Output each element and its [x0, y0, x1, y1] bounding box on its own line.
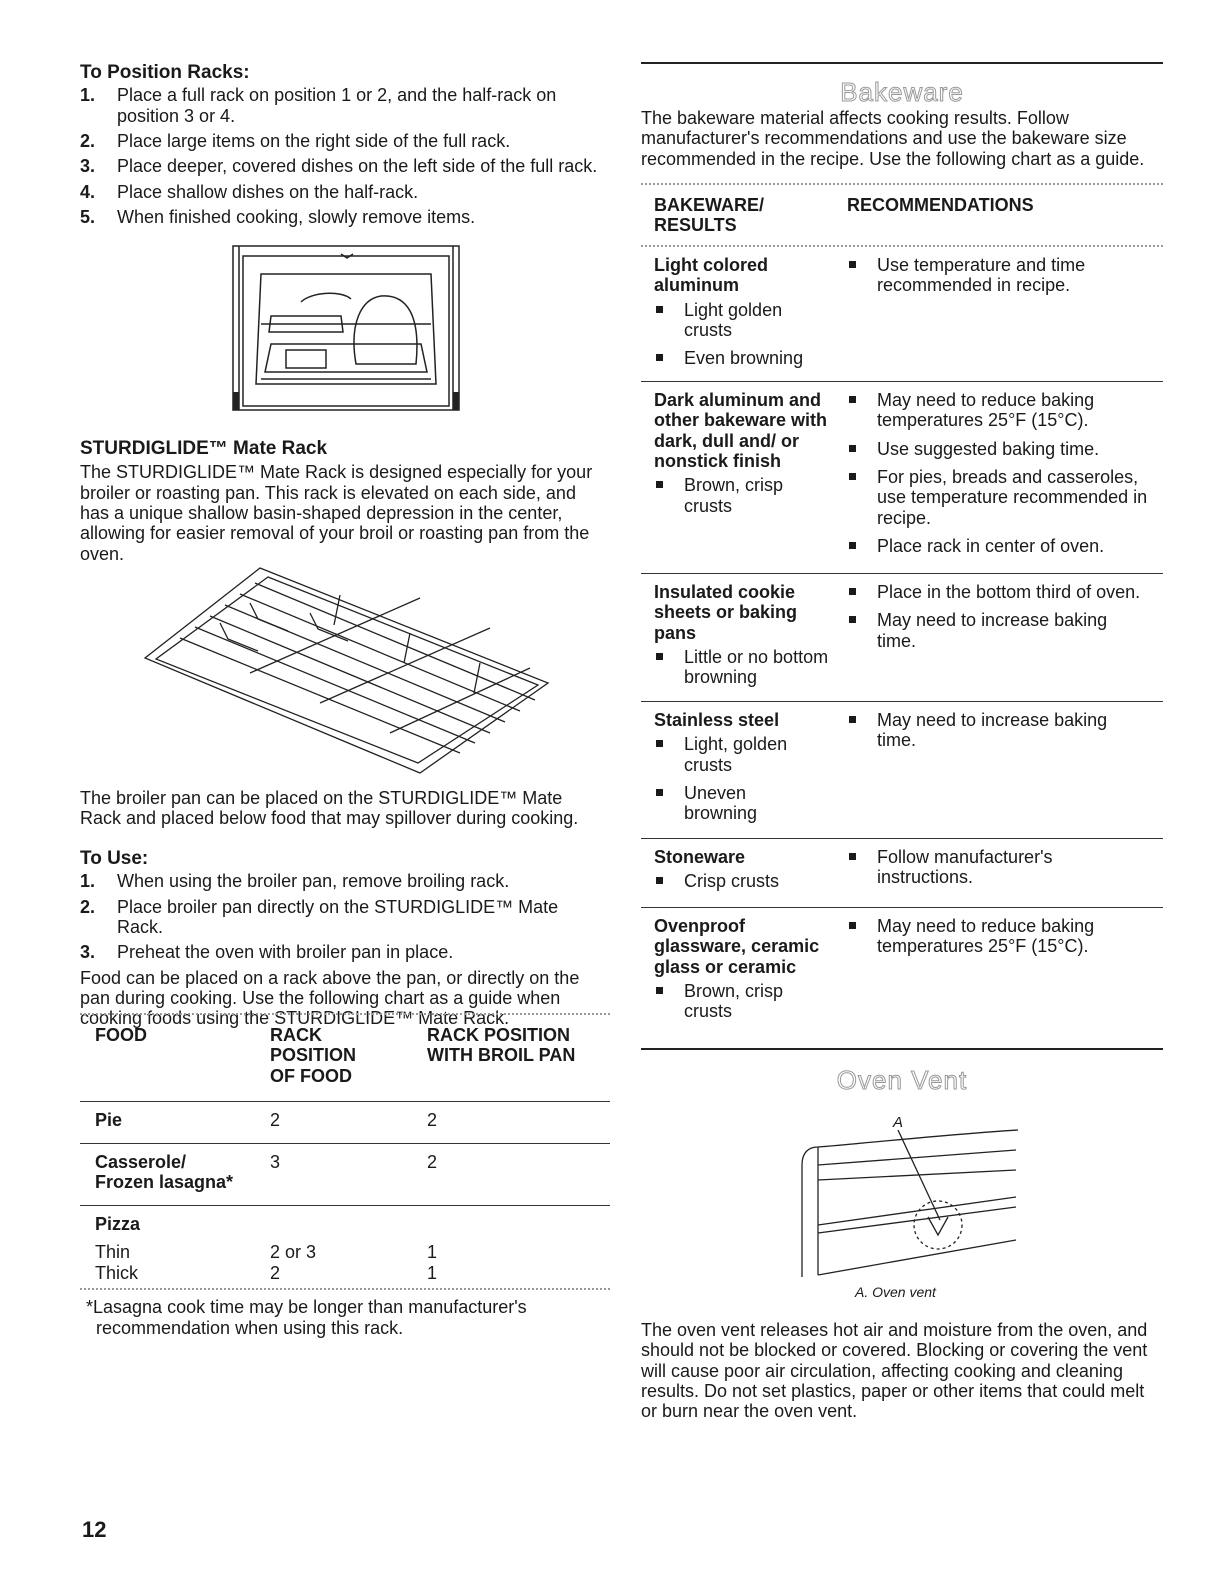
oven-vent-heading: Oven Vent	[836, 1065, 968, 1095]
oven-rack-illustration	[231, 244, 461, 414]
mate-rack-heading: STURDIGLIDE™ Mate Rack	[80, 438, 328, 459]
table-header: BAKEWARE/ RESULTS RECOMMENDATIONS	[654, 195, 1034, 236]
mate-rack-description: The STURDIGLIDE™ Mate Rack is designed especially for your broiler or roasting pan. This rack is elevated on each side, and has a unique shallow basin-shaped depression in the center, allowing for easier removal of your broil or roasting pan from the oven.	[80, 462, 593, 564]
vent-caption: A. Oven vent	[855, 1284, 936, 1300]
page-number: 12	[82, 1517, 107, 1542]
to-use-section	[80, 848, 608, 1029]
oven-vent-top-rule	[641, 1048, 1163, 1050]
list-item: 4. Place shallow dishes on the half-rack.	[80, 181, 419, 202]
mate-rack-illustration	[140, 563, 560, 778]
bakeware-heading: Bakeware	[840, 77, 964, 107]
oven-vent-section	[641, 1048, 1163, 1095]
list-item: 5. When finished cooking, slowly remove items.	[80, 207, 476, 228]
food-rack-table	[80, 1013, 610, 1338]
position-racks-heading: To Position Racks:	[80, 62, 250, 83]
mate-rack-section	[80, 438, 608, 564]
list-item: 1. Place a full rack on position 1 or 2, and the half-rack on position 3 or 4.	[80, 85, 557, 126]
bakeware-top-rule	[641, 62, 1163, 64]
right-column	[641, 62, 1163, 169]
to-use-steps	[80, 871, 608, 962]
to-use-body: Food can be placed on a rack above the pan, or directly on the pan during cooking. Use the following chart as a guide when cooking foods using the STURDIGLIDE™ Mate Rack.	[80, 967, 580, 1029]
list-item: 3. Preheat the oven with broiler pan in place.	[80, 942, 454, 963]
table-row: Dark aluminum and other bakeware with dark, dull and/ or nonstick finish Brown, crisp crusts May need to reduce baking temperatures 25°F (15°C). Use suggested baking time. For pies, breads and casseroles, use temperature recommended in recipe. Place rack in center of oven.	[641, 382, 1163, 573]
table-bottom-rule	[80, 1288, 610, 1290]
list-item: 2. Place large items on the right side of the full rack.	[80, 131, 511, 152]
oven-vent-illustration	[788, 1125, 1020, 1285]
table-row: Thick 2 1	[95, 1263, 438, 1284]
broiler-pan-note: The broiler pan can be placed on the STURDIGLIDE™ Mate Rack and placed below food that may spillover during cooking.	[80, 788, 579, 829]
table-row: Stoneware Crisp crusts Follow manufacturer's instructions.	[641, 839, 1163, 907]
table-row: Thin 2 or 3 1	[95, 1242, 438, 1262]
table-row: Casserole/ Frozen lasagna* 3 2	[95, 1152, 438, 1193]
table-footnote: *Lasagna cook time may be longer than manufacturer's recommendation when using this rack.	[86, 1297, 527, 1338]
table-row: Pizza	[95, 1214, 141, 1234]
to-use-heading: To Use:	[80, 848, 149, 869]
bakeware-intro: The bakeware material affects cooking results. Follow manufacturer's recommendations and use the bakeware size recommended in the recipe. Use the following chart as a guide.	[641, 108, 1145, 169]
table-row: Ovenproof glassware, ceramic glass or ceramic Brown, crisp crusts May need to reduce baking temperatures 25°F (15°C).	[641, 908, 1163, 1030]
left-column	[80, 62, 608, 232]
bakeware-table	[641, 183, 1163, 1030]
list-item: 2. Place broiler pan directly on the STURDIGLIDE™ Mate Rack.	[80, 896, 559, 938]
table-row: Insulated cookie sheets or baking pans Little or no bottom browning Place in the bottom third of oven. May need to increase baking time.	[641, 574, 1163, 701]
table-row: Stainless steel Light, golden crusts Uneven browning May need to increase baking time.	[641, 702, 1163, 838]
table-row: Pie 2 2	[95, 1110, 438, 1130]
oven-vent-body: The oven vent releases hot air and moisture from the oven, and should not be blocked or covered. Blocking or covering the vent will cause poor air circulation, affecting cooking and cleaning results. Do not set plastics, paper or other items that could melt or burn near the oven vent.	[641, 1320, 1148, 1422]
position-racks-steps	[80, 85, 608, 227]
table-header: FOOD RACK POSITION OF FOOD RACK POSITION WITH BROIL PAN	[95, 1025, 576, 1086]
list-item: 3. Place deeper, covered dishes on the left side of the full rack.	[80, 156, 598, 177]
table-row: Light colored aluminum Light golden crusts Even browning Use temperature and time recommended in recipe.	[641, 247, 1163, 381]
list-item: 1. When using the broiler pan, remove broiling rack.	[80, 871, 510, 892]
vent-callout-label: A	[893, 1114, 904, 1131]
